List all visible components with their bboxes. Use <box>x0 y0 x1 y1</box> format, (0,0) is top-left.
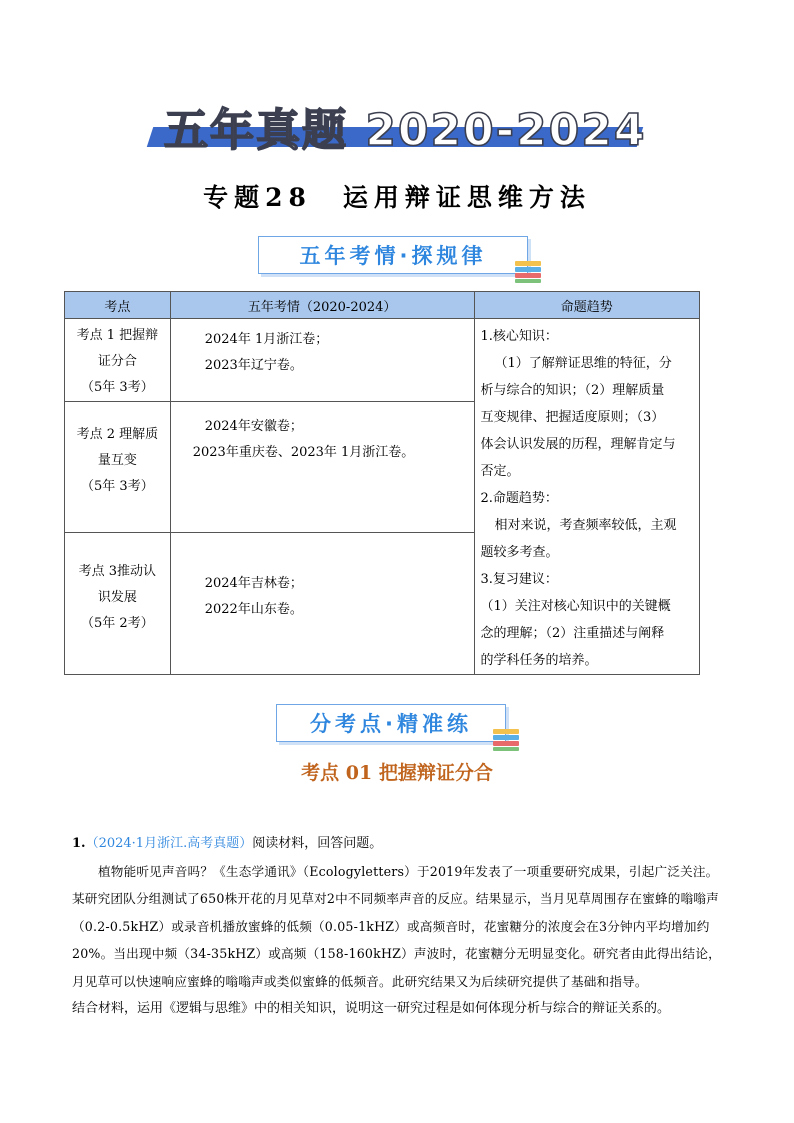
books-icon <box>493 729 519 751</box>
header-kaoqing: 五年考情（2020-2024） <box>170 292 474 319</box>
question-block <box>72 830 728 1023</box>
exam-overview-table <box>64 291 700 675</box>
kaoqing-cell: 2024年吉林卷； 2022年山东卷。 <box>170 533 474 675</box>
section-pill-label: 五年考情·探规律 <box>299 244 487 268</box>
topic-subheading: 考点 01 把握辩证分合 <box>301 762 493 784</box>
question-task: 结合材料，运用《逻辑与思维》中的相关知识，说明这一研究过程是如何体现分析与综合的辩证关系的。 <box>72 1001 671 1016</box>
table-header-row <box>65 292 700 319</box>
table-row <box>65 319 700 402</box>
header-trend: 命题趋势 <box>474 292 699 319</box>
trend-cell: 1.核心知识： （1）了解辩证思维的特征，分 析与综合的知识；（2）理解质量 互变规律、把握适度原则；（3） 体会认识发展的历程，理解肯定与 否定。 2.命题趋势： 相对来说，考查频率较低，主观 题较多考查。 3.复习建议： （1）关注对核心知识中的关键概 念的理解；（2）注重描述与阐释 的学科任务的培养。 <box>474 319 699 675</box>
question-header <box>72 830 728 858</box>
document-title: 专题28 运用辩证思维方法 <box>203 183 591 212</box>
header-kaodian: 考点 <box>65 292 171 319</box>
section-pill-trends <box>258 236 528 274</box>
question-prompt: 阅读材料，回答问题。 <box>252 836 383 851</box>
question-material: 植物能听见声音吗？《生态学通讯》（Ecologyletters）于2019年发表了一项重要研究成果，引起广泛关注。某研究团队分组测试了650株开花的月见草对2中不同频率声音的反应。结果显示，当月见草周围存在蜜蜂的嗡嗡声（0.2-0.5kHZ）或录音机播放蜜蜂的低频（0.05-1kHZ）或高频音时，花蜜糖分的浓度会在3分钟内平均增加约20%。当出现中频（34-35kHZ）或高频（158-160kHZ）声波时，花蜜糖分无明显变化。研究者由此得出结论，月见草可以快速响应蜜蜂的嗡嗡声或类似蜜蜂的低频音。此研究结果又为后续研究提供了基础和指导。 <box>72 863 721 989</box>
kaodian-cell: 考点 1 把握辩 证分合 （5年 3考） <box>65 319 171 402</box>
kaodian-cell: 考点 3推动认 识发展 （5年 2考） <box>65 533 171 675</box>
kaodian-cell: 考点 2 理解质 量互变 （5年 3考） <box>65 402 171 533</box>
title-banner <box>150 92 647 156</box>
kaoqing-cell: 2024年安徽卷； 2023年重庆卷、2023年 1月浙江卷。 <box>170 402 474 533</box>
banner-text: 五年真题 2020-2024 <box>164 105 647 156</box>
books-icon <box>515 261 541 283</box>
kaoqing-cell: 2024年 1月浙江卷； 2023年辽宁卷。 <box>170 319 474 402</box>
section-pill-practice <box>276 704 506 742</box>
question-source: （2024·1月浙江.高考真题） <box>85 836 253 851</box>
section-pill-label: 分考点·精准练 <box>310 712 472 736</box>
question-number: 1. <box>72 836 86 851</box>
